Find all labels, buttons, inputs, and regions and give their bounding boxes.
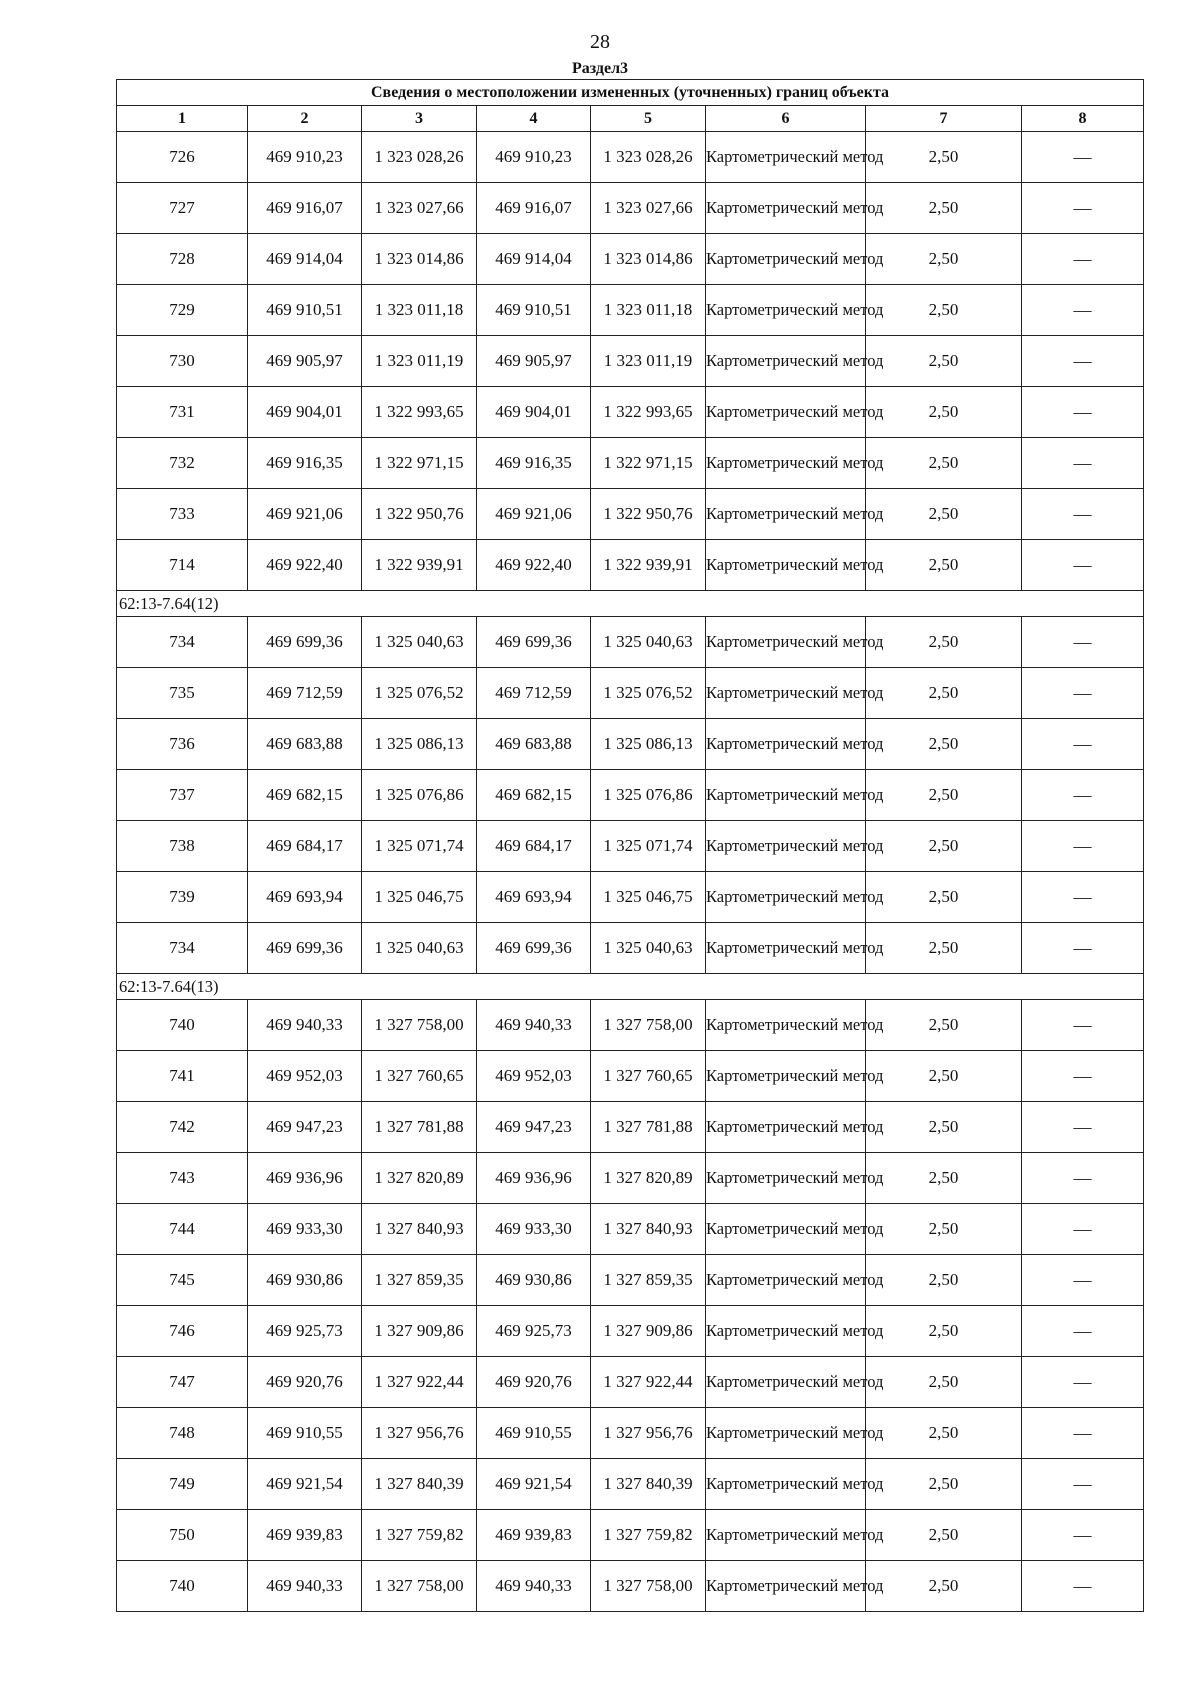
column-header-row <box>117 106 1144 132</box>
x-new-cell: 469 699,36 <box>477 923 591 974</box>
x-new-cell: 469 910,23 <box>477 132 591 183</box>
y-new-cell: 1 322 939,91 <box>591 540 706 591</box>
method-cell: Картометрический метод <box>706 438 866 489</box>
x-old-cell: 469 910,23 <box>248 132 362 183</box>
y-new-cell: 1 327 760,65 <box>591 1051 706 1102</box>
accuracy-cell: 2,50 <box>866 285 1022 336</box>
description-cell: — <box>1022 132 1144 183</box>
page-number: 28 <box>590 31 610 53</box>
x-new-cell: 469 699,36 <box>477 617 591 668</box>
accuracy-cell: 2,50 <box>866 770 1022 821</box>
column-header: 2 <box>248 106 362 132</box>
accuracy-cell: 2,50 <box>866 1357 1022 1408</box>
x-old-cell: 469 910,51 <box>248 285 362 336</box>
x-old-cell: 469 916,35 <box>248 438 362 489</box>
description-cell: — <box>1022 336 1144 387</box>
description-cell: — <box>1022 821 1144 872</box>
x-old-cell: 469 914,04 <box>248 234 362 285</box>
description-cell: — <box>1022 1306 1144 1357</box>
y-old-cell: 1 323 027,66 <box>362 183 477 234</box>
x-old-cell: 469 952,03 <box>248 1051 362 1102</box>
table-row <box>117 234 1144 285</box>
accuracy-cell: 2,50 <box>866 1459 1022 1510</box>
y-new-cell: 1 325 040,63 <box>591 617 706 668</box>
point-number-cell: 733 <box>117 489 248 540</box>
table-row <box>117 668 1144 719</box>
table-row <box>117 438 1144 489</box>
column-header: 1 <box>117 106 248 132</box>
description-cell: — <box>1022 1459 1144 1510</box>
x-old-cell: 469 916,07 <box>248 183 362 234</box>
table-row <box>117 1459 1144 1510</box>
table-row <box>117 336 1144 387</box>
accuracy-cell: 2,50 <box>866 1408 1022 1459</box>
point-number-cell: 726 <box>117 132 248 183</box>
y-new-cell: 1 327 956,76 <box>591 1408 706 1459</box>
table-row <box>117 872 1144 923</box>
method-cell: Картометрический метод <box>706 719 866 770</box>
column-header: 7 <box>866 106 1022 132</box>
x-old-cell: 469 699,36 <box>248 617 362 668</box>
y-new-cell: 1 323 027,66 <box>591 183 706 234</box>
point-number-cell: 740 <box>117 1561 248 1612</box>
table-row <box>117 1255 1144 1306</box>
y-new-cell: 1 325 040,63 <box>591 923 706 974</box>
y-new-cell: 1 327 859,35 <box>591 1255 706 1306</box>
point-number-cell: 732 <box>117 438 248 489</box>
y-new-cell: 1 327 759,82 <box>591 1510 706 1561</box>
x-new-cell: 469 940,33 <box>477 1000 591 1051</box>
x-new-cell: 469 947,23 <box>477 1102 591 1153</box>
x-old-cell: 469 682,15 <box>248 770 362 821</box>
table-row <box>117 719 1144 770</box>
description-cell: — <box>1022 1510 1144 1561</box>
x-old-cell: 469 693,94 <box>248 872 362 923</box>
accuracy-cell: 2,50 <box>866 336 1022 387</box>
y-old-cell: 1 327 781,88 <box>362 1102 477 1153</box>
y-old-cell: 1 327 759,82 <box>362 1510 477 1561</box>
table-row <box>117 183 1144 234</box>
description-cell: — <box>1022 183 1144 234</box>
method-cell: Картометрический метод <box>706 1204 866 1255</box>
point-number-cell: 735 <box>117 668 248 719</box>
table-row <box>117 1510 1144 1561</box>
y-new-cell: 1 323 014,86 <box>591 234 706 285</box>
table-caption: Сведения о местоположении измененных (уточненных) границ объекта <box>117 80 1144 106</box>
description-cell: — <box>1022 540 1144 591</box>
description-cell: — <box>1022 1153 1144 1204</box>
y-new-cell: 1 325 076,86 <box>591 770 706 821</box>
accuracy-cell: 2,50 <box>866 1561 1022 1612</box>
description-cell: — <box>1022 668 1144 719</box>
method-cell: Картометрический метод <box>706 1408 866 1459</box>
accuracy-cell: 2,50 <box>866 617 1022 668</box>
point-number-cell: 731 <box>117 387 248 438</box>
method-cell: Картометрический метод <box>706 1102 866 1153</box>
y-old-cell: 1 323 011,18 <box>362 285 477 336</box>
accuracy-cell: 2,50 <box>866 1000 1022 1051</box>
x-new-cell: 469 936,96 <box>477 1153 591 1204</box>
point-number-cell: 734 <box>117 923 248 974</box>
point-number-cell: 714 <box>117 540 248 591</box>
method-cell: Картометрический метод <box>706 1357 866 1408</box>
table-row <box>117 489 1144 540</box>
y-old-cell: 1 325 071,74 <box>362 821 477 872</box>
table-body <box>117 132 1144 1612</box>
description-cell: — <box>1022 1561 1144 1612</box>
method-cell: Картометрический метод <box>706 1459 866 1510</box>
x-old-cell: 469 925,73 <box>248 1306 362 1357</box>
accuracy-cell: 2,50 <box>866 719 1022 770</box>
y-new-cell: 1 327 922,44 <box>591 1357 706 1408</box>
x-new-cell: 469 916,35 <box>477 438 591 489</box>
y-old-cell: 1 322 971,15 <box>362 438 477 489</box>
x-new-cell: 469 904,01 <box>477 387 591 438</box>
method-cell: Картометрический метод <box>706 1153 866 1204</box>
x-old-cell: 469 684,17 <box>248 821 362 872</box>
table-row <box>117 1561 1144 1612</box>
boundary-coordinates-table <box>116 79 1144 1612</box>
table-row <box>117 1357 1144 1408</box>
table-row <box>117 923 1144 974</box>
method-cell: Картометрический метод <box>706 387 866 438</box>
x-new-cell: 469 683,88 <box>477 719 591 770</box>
group-label: 62:13-7.64(12) <box>117 591 1144 617</box>
point-number-cell: 734 <box>117 617 248 668</box>
point-number-cell: 742 <box>117 1102 248 1153</box>
method-cell: Картометрический метод <box>706 540 866 591</box>
y-old-cell: 1 322 993,65 <box>362 387 477 438</box>
x-old-cell: 469 922,40 <box>248 540 362 591</box>
point-number-cell: 727 <box>117 183 248 234</box>
group-label: 62:13-7.64(13) <box>117 974 1144 1000</box>
table-row <box>117 1204 1144 1255</box>
y-new-cell: 1 327 781,88 <box>591 1102 706 1153</box>
x-new-cell: 469 910,51 <box>477 285 591 336</box>
description-cell: — <box>1022 489 1144 540</box>
x-new-cell: 469 684,17 <box>477 821 591 872</box>
y-old-cell: 1 327 758,00 <box>362 1561 477 1612</box>
x-new-cell: 469 930,86 <box>477 1255 591 1306</box>
x-old-cell: 469 940,33 <box>248 1000 362 1051</box>
x-new-cell: 469 693,94 <box>477 872 591 923</box>
y-old-cell: 1 325 076,86 <box>362 770 477 821</box>
x-new-cell: 469 952,03 <box>477 1051 591 1102</box>
y-old-cell: 1 327 840,93 <box>362 1204 477 1255</box>
accuracy-cell: 2,50 <box>866 923 1022 974</box>
point-number-cell: 746 <box>117 1306 248 1357</box>
x-old-cell: 469 939,83 <box>248 1510 362 1561</box>
x-old-cell: 469 683,88 <box>248 719 362 770</box>
description-cell: — <box>1022 1357 1144 1408</box>
y-new-cell: 1 325 086,13 <box>591 719 706 770</box>
description-cell: — <box>1022 1408 1144 1459</box>
group-row <box>117 974 1144 1000</box>
column-header: 8 <box>1022 106 1144 132</box>
x-new-cell: 469 939,83 <box>477 1510 591 1561</box>
x-new-cell: 469 712,59 <box>477 668 591 719</box>
point-number-cell: 738 <box>117 821 248 872</box>
y-old-cell: 1 325 076,52 <box>362 668 477 719</box>
x-new-cell: 469 914,04 <box>477 234 591 285</box>
table-row <box>117 132 1144 183</box>
point-number-cell: 744 <box>117 1204 248 1255</box>
table-row <box>117 1408 1144 1459</box>
x-old-cell: 469 910,55 <box>248 1408 362 1459</box>
accuracy-cell: 2,50 <box>866 1051 1022 1102</box>
point-number-cell: 729 <box>117 285 248 336</box>
y-new-cell: 1 327 840,93 <box>591 1204 706 1255</box>
x-new-cell: 469 905,97 <box>477 336 591 387</box>
x-new-cell: 469 940,33 <box>477 1561 591 1612</box>
table-row <box>117 770 1144 821</box>
accuracy-cell: 2,50 <box>866 668 1022 719</box>
point-number-cell: 743 <box>117 1153 248 1204</box>
accuracy-cell: 2,50 <box>866 387 1022 438</box>
column-header: 6 <box>706 106 866 132</box>
description-cell: — <box>1022 719 1144 770</box>
accuracy-cell: 2,50 <box>866 183 1022 234</box>
description-cell: — <box>1022 1051 1144 1102</box>
x-old-cell: 469 936,96 <box>248 1153 362 1204</box>
section-title: Раздел3 <box>571 60 629 77</box>
point-number-cell: 745 <box>117 1255 248 1306</box>
x-new-cell: 469 916,07 <box>477 183 591 234</box>
method-cell: Картометрический метод <box>706 183 866 234</box>
description-cell: — <box>1022 285 1144 336</box>
description-cell: — <box>1022 1255 1144 1306</box>
y-old-cell: 1 325 040,63 <box>362 617 477 668</box>
accuracy-cell: 2,50 <box>866 1153 1022 1204</box>
point-number-cell: 740 <box>117 1000 248 1051</box>
point-number-cell: 728 <box>117 234 248 285</box>
y-new-cell: 1 322 993,65 <box>591 387 706 438</box>
y-old-cell: 1 327 820,89 <box>362 1153 477 1204</box>
x-old-cell: 469 921,54 <box>248 1459 362 1510</box>
x-old-cell: 469 905,97 <box>248 336 362 387</box>
accuracy-cell: 2,50 <box>866 132 1022 183</box>
x-old-cell: 469 712,59 <box>248 668 362 719</box>
accuracy-cell: 2,50 <box>866 234 1022 285</box>
method-cell: Картометрический метод <box>706 234 866 285</box>
accuracy-cell: 2,50 <box>866 1204 1022 1255</box>
description-cell: — <box>1022 438 1144 489</box>
accuracy-cell: 2,50 <box>866 821 1022 872</box>
x-new-cell: 469 920,76 <box>477 1357 591 1408</box>
x-new-cell: 469 933,30 <box>477 1204 591 1255</box>
accuracy-cell: 2,50 <box>866 438 1022 489</box>
method-cell: Картометрический метод <box>706 770 866 821</box>
y-new-cell: 1 325 076,52 <box>591 668 706 719</box>
y-new-cell: 1 327 909,86 <box>591 1306 706 1357</box>
y-old-cell: 1 322 939,91 <box>362 540 477 591</box>
point-number-cell: 737 <box>117 770 248 821</box>
point-number-cell: 739 <box>117 872 248 923</box>
y-old-cell: 1 327 956,76 <box>362 1408 477 1459</box>
table-row <box>117 1102 1144 1153</box>
method-cell: Картометрический метод <box>706 1255 866 1306</box>
accuracy-cell: 2,50 <box>866 1510 1022 1561</box>
description-cell: — <box>1022 617 1144 668</box>
y-new-cell: 1 322 950,76 <box>591 489 706 540</box>
y-old-cell: 1 327 758,00 <box>362 1000 477 1051</box>
y-new-cell: 1 327 840,39 <box>591 1459 706 1510</box>
y-old-cell: 1 325 046,75 <box>362 872 477 923</box>
y-old-cell: 1 325 086,13 <box>362 719 477 770</box>
x-new-cell: 469 682,15 <box>477 770 591 821</box>
point-number-cell: 730 <box>117 336 248 387</box>
x-old-cell: 469 947,23 <box>248 1102 362 1153</box>
description-cell: — <box>1022 387 1144 438</box>
method-cell: Картометрический метод <box>706 132 866 183</box>
table-row <box>117 540 1144 591</box>
description-cell: — <box>1022 1204 1144 1255</box>
x-new-cell: 469 922,40 <box>477 540 591 591</box>
x-new-cell: 469 921,06 <box>477 489 591 540</box>
method-cell: Картометрический метод <box>706 923 866 974</box>
accuracy-cell: 2,50 <box>866 1306 1022 1357</box>
column-header: 3 <box>362 106 477 132</box>
table-row <box>117 285 1144 336</box>
x-new-cell: 469 921,54 <box>477 1459 591 1510</box>
y-new-cell: 1 323 028,26 <box>591 132 706 183</box>
method-cell: Картометрический метод <box>706 668 866 719</box>
point-number-cell: 749 <box>117 1459 248 1510</box>
accuracy-cell: 2,50 <box>866 540 1022 591</box>
method-cell: Картометрический метод <box>706 1561 866 1612</box>
y-new-cell: 1 327 758,00 <box>591 1000 706 1051</box>
x-new-cell: 469 925,73 <box>477 1306 591 1357</box>
method-cell: Картометрический метод <box>706 336 866 387</box>
method-cell: Картометрический метод <box>706 1000 866 1051</box>
point-number-cell: 736 <box>117 719 248 770</box>
y-new-cell: 1 327 758,00 <box>591 1561 706 1612</box>
y-old-cell: 1 327 840,39 <box>362 1459 477 1510</box>
y-new-cell: 1 323 011,18 <box>591 285 706 336</box>
x-old-cell: 469 930,86 <box>248 1255 362 1306</box>
method-cell: Картометрический метод <box>706 1510 866 1561</box>
point-number-cell: 748 <box>117 1408 248 1459</box>
x-old-cell: 469 920,76 <box>248 1357 362 1408</box>
x-old-cell: 469 933,30 <box>248 1204 362 1255</box>
accuracy-cell: 2,50 <box>866 872 1022 923</box>
method-cell: Картометрический метод <box>706 1051 866 1102</box>
method-cell: Картометрический метод <box>706 489 866 540</box>
table-row <box>117 1306 1144 1357</box>
point-number-cell: 741 <box>117 1051 248 1102</box>
table-row <box>117 1153 1144 1204</box>
table-row <box>117 387 1144 438</box>
description-cell: — <box>1022 770 1144 821</box>
description-cell: — <box>1022 923 1144 974</box>
y-new-cell: 1 327 820,89 <box>591 1153 706 1204</box>
column-header: 4 <box>477 106 591 132</box>
y-old-cell: 1 327 859,35 <box>362 1255 477 1306</box>
point-number-cell: 750 <box>117 1510 248 1561</box>
description-cell: — <box>1022 872 1144 923</box>
accuracy-cell: 2,50 <box>866 489 1022 540</box>
y-new-cell: 1 322 971,15 <box>591 438 706 489</box>
y-old-cell: 1 327 760,65 <box>362 1051 477 1102</box>
table-row <box>117 1000 1144 1051</box>
x-old-cell: 469 904,01 <box>248 387 362 438</box>
y-new-cell: 1 325 071,74 <box>591 821 706 872</box>
x-old-cell: 469 940,33 <box>248 1561 362 1612</box>
y-old-cell: 1 327 922,44 <box>362 1357 477 1408</box>
table-row <box>117 821 1144 872</box>
description-cell: — <box>1022 1000 1144 1051</box>
method-cell: Картометрический метод <box>706 617 866 668</box>
description-cell: — <box>1022 1102 1144 1153</box>
accuracy-cell: 2,50 <box>866 1102 1022 1153</box>
accuracy-cell: 2,50 <box>866 1255 1022 1306</box>
point-number-cell: 747 <box>117 1357 248 1408</box>
description-cell: — <box>1022 234 1144 285</box>
method-cell: Картометрический метод <box>706 285 866 336</box>
group-row <box>117 591 1144 617</box>
y-old-cell: 1 323 011,19 <box>362 336 477 387</box>
y-new-cell: 1 323 011,19 <box>591 336 706 387</box>
method-cell: Картометрический метод <box>706 821 866 872</box>
y-old-cell: 1 323 014,86 <box>362 234 477 285</box>
y-old-cell: 1 322 950,76 <box>362 489 477 540</box>
y-old-cell: 1 323 028,26 <box>362 132 477 183</box>
x-old-cell: 469 921,06 <box>248 489 362 540</box>
table-row <box>117 1051 1144 1102</box>
method-cell: Картометрический метод <box>706 872 866 923</box>
column-header: 5 <box>591 106 706 132</box>
method-cell: Картометрический метод <box>706 1306 866 1357</box>
y-new-cell: 1 325 046,75 <box>591 872 706 923</box>
x-old-cell: 469 699,36 <box>248 923 362 974</box>
table-row <box>117 617 1144 668</box>
x-new-cell: 469 910,55 <box>477 1408 591 1459</box>
y-old-cell: 1 327 909,86 <box>362 1306 477 1357</box>
y-old-cell: 1 325 040,63 <box>362 923 477 974</box>
